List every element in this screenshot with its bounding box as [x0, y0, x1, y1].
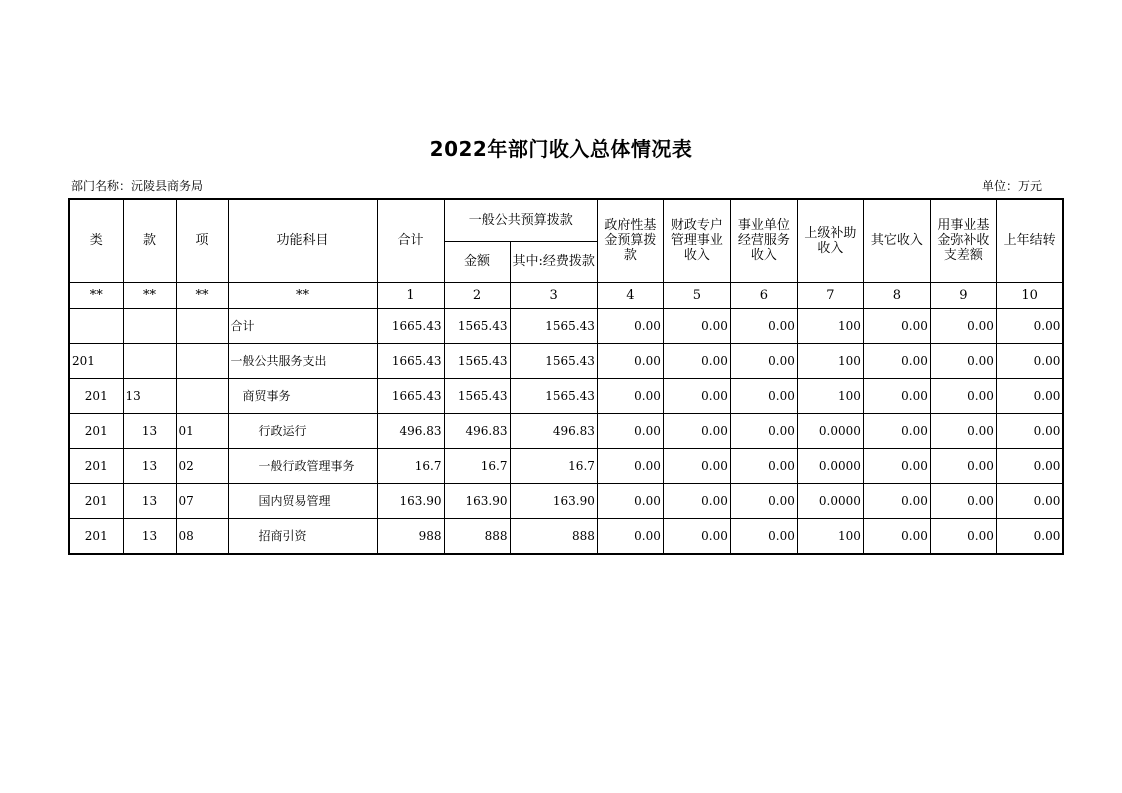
index-cell: 10 [996, 282, 1063, 308]
cell-kuan: 13 [123, 413, 176, 448]
header-xiang: 项 [176, 199, 228, 282]
cell-subject: 行政运行 [228, 413, 377, 448]
cell-amount: 1565.43 [444, 378, 510, 413]
header-funding: 其中:经费拨款 [510, 241, 597, 282]
cell-business: 0.00 [730, 343, 797, 378]
cell-reserve: 0.00 [930, 448, 996, 483]
index-cell: 3 [510, 282, 597, 308]
cell-other: 0.00 [863, 448, 930, 483]
cell-funding: 163.90 [510, 483, 597, 518]
cell-total: 1665.43 [377, 343, 444, 378]
header-subject: 功能科目 [228, 199, 377, 282]
cell-subject: 一般公共服务支出 [228, 343, 377, 378]
cell-lei: 201 [69, 518, 123, 554]
cell-total: 1665.43 [377, 308, 444, 343]
index-cell: 8 [863, 282, 930, 308]
cell-superior: 0.0000 [797, 448, 863, 483]
cell-lei: 201 [69, 483, 123, 518]
department-name: 部门名称：沅陵县商务局 [71, 179, 204, 193]
index-cell: 9 [930, 282, 996, 308]
cell-amount: 1565.43 [444, 308, 510, 343]
cell-reserve: 0.00 [930, 483, 996, 518]
cell-reserve: 0.00 [930, 308, 996, 343]
cell-other: 0.00 [863, 518, 930, 554]
cell-total: 163.90 [377, 483, 444, 518]
cell-special: 0.00 [663, 448, 730, 483]
cell-subject: 招商引资 [228, 518, 377, 554]
cell-xiang [176, 308, 228, 343]
cell-xiang: 07 [176, 483, 228, 518]
cell-special: 0.00 [663, 308, 730, 343]
cell-carryover: 0.00 [996, 343, 1063, 378]
cell-other: 0.00 [863, 343, 930, 378]
cell-reserve: 0.00 [930, 518, 996, 554]
cell-funding: 1565.43 [510, 308, 597, 343]
index-cell: 1 [377, 282, 444, 308]
header-reserve-fund: 用事业基金弥补收支差额 [930, 199, 996, 282]
index-cell: 2 [444, 282, 510, 308]
cell-funding: 888 [510, 518, 597, 554]
income-table [68, 198, 1064, 555]
cell-superior: 100 [797, 343, 863, 378]
cell-business: 0.00 [730, 518, 797, 554]
table-row [69, 483, 1063, 518]
header-kuan: 款 [123, 199, 176, 282]
cell-subject: 合计 [228, 308, 377, 343]
cell-kuan: 13 [123, 378, 176, 413]
cell-total: 496.83 [377, 413, 444, 448]
cell-lei: 201 [69, 378, 123, 413]
header-carryover: 上年结转 [996, 199, 1063, 282]
cell-special: 0.00 [663, 413, 730, 448]
cell-carryover: 0.00 [996, 483, 1063, 518]
cell-funding: 1565.43 [510, 343, 597, 378]
cell-funding: 1565.43 [510, 378, 597, 413]
cell-other: 0.00 [863, 378, 930, 413]
cell-lei [69, 308, 123, 343]
cell-xiang: 08 [176, 518, 228, 554]
cell-total: 16.7 [377, 448, 444, 483]
cell-subject: 一般行政管理事务 [228, 448, 377, 483]
cell-amount: 1565.43 [444, 343, 510, 378]
table-row [69, 343, 1063, 378]
cell-lei: 201 [69, 448, 123, 483]
index-cell: 6 [730, 282, 797, 308]
report-title: 2022年部门收入总体情况表 [429, 137, 693, 161]
cell-subject: 商贸事务 [228, 378, 377, 413]
cell-reserve: 0.00 [930, 413, 996, 448]
cell-kuan [123, 308, 176, 343]
cell-amount: 16.7 [444, 448, 510, 483]
header-special-account: 财政专户管理事业收入 [663, 199, 730, 282]
table-row [69, 448, 1063, 483]
cell-gov-fund: 0.00 [597, 518, 663, 554]
cell-other: 0.00 [863, 483, 930, 518]
cell-xiang [176, 378, 228, 413]
cell-xiang: 02 [176, 448, 228, 483]
cell-other: 0.00 [863, 308, 930, 343]
cell-carryover: 0.00 [996, 413, 1063, 448]
header-lei: 类 [69, 199, 123, 282]
cell-superior: 100 [797, 308, 863, 343]
cell-funding: 16.7 [510, 448, 597, 483]
header-general-budget: 一般公共预算拨款 [444, 199, 597, 241]
index-cell: 4 [597, 282, 663, 308]
cell-superior: 100 [797, 518, 863, 554]
cell-special: 0.00 [663, 343, 730, 378]
cell-business: 0.00 [730, 413, 797, 448]
index-cell: ** [123, 282, 176, 308]
cell-reserve: 0.00 [930, 378, 996, 413]
cell-superior: 0.0000 [797, 483, 863, 518]
cell-gov-fund: 0.00 [597, 448, 663, 483]
cell-carryover: 0.00 [996, 518, 1063, 554]
cell-subject: 国内贸易管理 [228, 483, 377, 518]
cell-business: 0.00 [730, 378, 797, 413]
cell-gov-fund: 0.00 [597, 483, 663, 518]
cell-total: 988 [377, 518, 444, 554]
cell-special: 0.00 [663, 378, 730, 413]
index-row [69, 282, 1063, 308]
header-total: 合计 [377, 199, 444, 282]
index-cell: ** [69, 282, 123, 308]
cell-business: 0.00 [730, 448, 797, 483]
cell-other: 0.00 [863, 413, 930, 448]
cell-amount: 496.83 [444, 413, 510, 448]
table-row [69, 518, 1063, 554]
cell-gov-fund: 0.00 [597, 343, 663, 378]
header-business-income: 事业单位经营服务收入 [730, 199, 797, 282]
cell-business: 0.00 [730, 308, 797, 343]
cell-amount: 163.90 [444, 483, 510, 518]
cell-total: 1665.43 [377, 378, 444, 413]
header-superior-subsidy: 上级补助收入 [797, 199, 863, 282]
cell-lei: 201 [69, 343, 123, 378]
cell-kuan: 13 [123, 483, 176, 518]
cell-xiang: 01 [176, 413, 228, 448]
cell-gov-fund: 0.00 [597, 308, 663, 343]
cell-superior: 0.0000 [797, 413, 863, 448]
cell-carryover: 0.00 [996, 378, 1063, 413]
cell-business: 0.00 [730, 483, 797, 518]
header-gov-fund: 政府性基金预算拨款 [597, 199, 663, 282]
cell-kuan [123, 343, 176, 378]
index-cell: ** [228, 282, 377, 308]
unit-label: 单位：万元 [981, 179, 1042, 193]
table-row [69, 413, 1063, 448]
cell-carryover: 0.00 [996, 308, 1063, 343]
cell-amount: 888 [444, 518, 510, 554]
cell-kuan: 13 [123, 518, 176, 554]
cell-gov-fund: 0.00 [597, 413, 663, 448]
table-row [69, 308, 1063, 343]
table-row [69, 378, 1063, 413]
cell-xiang [176, 343, 228, 378]
cell-carryover: 0.00 [996, 448, 1063, 483]
cell-reserve: 0.00 [930, 343, 996, 378]
cell-funding: 496.83 [510, 413, 597, 448]
index-cell: 7 [797, 282, 863, 308]
cell-gov-fund: 0.00 [597, 378, 663, 413]
index-cell: ** [176, 282, 228, 308]
header-amount: 金额 [444, 241, 510, 282]
cell-superior: 100 [797, 378, 863, 413]
cell-special: 0.00 [663, 483, 730, 518]
header-other-income: 其它收入 [863, 199, 930, 282]
cell-kuan: 13 [123, 448, 176, 483]
index-cell: 5 [663, 282, 730, 308]
cell-special: 0.00 [663, 518, 730, 554]
cell-lei: 201 [69, 413, 123, 448]
